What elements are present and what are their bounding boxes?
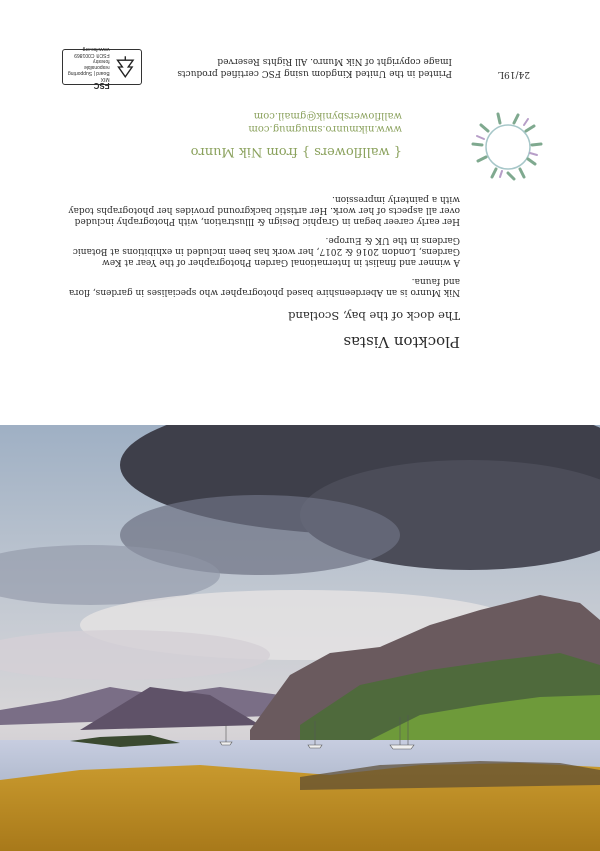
footer-row: [50, 45, 530, 90]
product-code: 24/19L: [498, 69, 530, 79]
fsc-mix: MIX: [100, 76, 110, 82]
bio-paragraph-2: A winner and finalist in International Garden Photographer of the Year at Kew Gardens, London 2016 & 2017, her work has been included in exhibitions at Botanic Gardens in the UK & Europe.: [72, 235, 460, 267]
description-block: [60, 185, 460, 351]
fsc-text: [67, 46, 110, 88]
fsc-code: FSC® C001869: [74, 52, 110, 58]
fsc-logo: [62, 46, 142, 90]
email-link[interactable]: wallflowersbynik@gmail.com: [253, 110, 402, 121]
bio-paragraph-3: Her early career began in Graphic Design & Illustration, with Photography included over all aspects of her work. Her artistic background provides her photographs today with a painterly impression.: [68, 194, 460, 226]
fsc-line3: responsible forestry: [84, 58, 110, 70]
landscape-photo: [0, 425, 600, 851]
footer-lines: [177, 55, 452, 79]
brand-row: [28, 97, 548, 187]
brand-name: { wallflowers } from Nik Munro: [190, 144, 402, 159]
fsc-line2: Board | Supporting: [67, 70, 110, 76]
card-subtitle: The dock of the bay, Scotland: [288, 309, 460, 323]
fsc-brand: FSC: [93, 81, 110, 90]
card-back-panel: [0, 0, 600, 425]
fsc-site: www.fsc.org: [82, 46, 110, 52]
bio-paragraph-1: Nik Munro is an Aberdeenshire based photographer who specialises in gardens, flora and fauna.: [68, 276, 460, 297]
brand-text: [191, 108, 402, 159]
fsc-tree-icon: [114, 55, 137, 79]
copyright-note: Image copyright of Nik Munro. All Rights Reserved: [217, 56, 452, 66]
website-link[interactable]: www.nikmunro.smugmug.com: [248, 123, 402, 134]
card-title: Plockton Vistas: [343, 333, 460, 351]
printed-note: Printed in the United Kingdom using FSC certified products: [177, 68, 452, 78]
wreath-logo-icon: [468, 107, 548, 187]
